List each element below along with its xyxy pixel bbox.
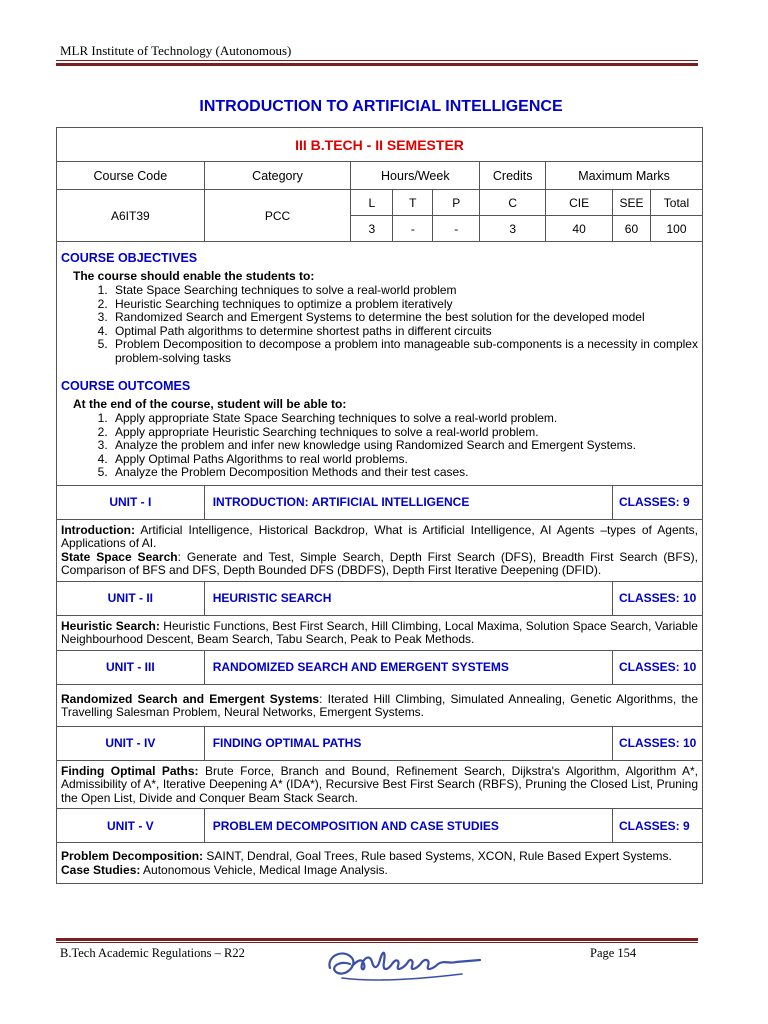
topic-text: : Generate and Test, Simple Search, Depth First Search (DFS), Breadth First Search (BFS), Comparison of BFS and DFS, Depth Bounded DFS (DBDFS), Depth First Iterative Deepening (DFID). <box>61 549 698 577</box>
unit-paragraph <box>61 765 698 806</box>
unit-number: UNIT - III <box>57 650 205 684</box>
unit-paragraph <box>61 693 698 720</box>
unit-paragraph <box>61 850 698 864</box>
unit-title: RANDOMIZED SEARCH AND EMERGENT SYSTEMS <box>204 650 612 684</box>
course-code-value: A6IT39 <box>57 190 205 242</box>
topic-text: Autonomous Vehicle, Medical Image Analysis. <box>140 862 388 877</box>
unit-classes: CLASSES: 9 <box>613 809 703 843</box>
topic-label: State Space Search <box>61 549 178 564</box>
unit-classes: CLASSES: 10 <box>613 650 703 684</box>
outcomes-list <box>111 412 698 480</box>
unit-row-5 <box>57 809 703 843</box>
subheader-cie: CIE <box>546 190 613 216</box>
unit-content-1 <box>57 519 703 581</box>
unit-content-5 <box>57 843 703 884</box>
unit-row-4 <box>57 726 703 760</box>
signature-icon <box>322 938 492 993</box>
topic-text: Heuristic Functions, Best First Search, Hill Climbing, Local Maxima, Solution Space Search, Variable Neighbourhood Descent, Beam Search, Tabu Search, Peak to Peak Methods. <box>61 618 698 646</box>
unit-paragraph <box>61 620 698 647</box>
topic-label: Problem Decomposition: <box>61 849 204 863</box>
subheader-see: SEE <box>613 190 651 216</box>
outcome-item: 3. Analyze the problem and infer new knowledge using Randomized Search and Emergent Systems. <box>111 439 698 453</box>
footer-regulations: B.Tech Academic Regulations – R22 <box>60 946 245 960</box>
header-course-code: Course Code <box>57 162 205 190</box>
outcome-item: 1. Apply appropriate State Space Searching techniques to solve a real-world problem. <box>111 412 698 426</box>
header-credits: Credits <box>480 162 546 190</box>
unit-classes: CLASSES: 10 <box>613 581 703 615</box>
topic-label: Case Studies: <box>61 862 141 877</box>
outcome-item: 5. Analyze the Problem Decomposition Methods and their test cases. <box>111 466 698 480</box>
unit-row-1 <box>57 485 703 519</box>
unit-number: UNIT - V <box>57 809 205 843</box>
unit-title: INTRODUCTION: ARTIFICIAL INTELLIGENCE <box>204 485 612 519</box>
unit-title: PROBLEM DECOMPOSITION AND CASE STUDIES <box>204 809 612 843</box>
header-rule-thin <box>56 60 698 61</box>
syllabus-table <box>56 127 703 884</box>
subheader-l: L <box>351 190 393 216</box>
unit-paragraph <box>61 524 698 551</box>
unit-title: FINDING OPTIMAL PATHS <box>204 726 612 760</box>
value-see: 60 <box>613 216 651 242</box>
header-rule-thick <box>56 63 698 66</box>
value-l: 3 <box>351 216 393 242</box>
unit-title: HEURISTIC SEARCH <box>204 581 612 615</box>
unit-paragraph <box>61 864 698 878</box>
value-total: 100 <box>650 216 702 242</box>
header-hours-week: Hours/Week <box>351 162 480 190</box>
category-value: PCC <box>204 190 351 242</box>
value-p: - <box>433 216 480 242</box>
unit-classes: CLASSES: 10 <box>613 726 703 760</box>
topic-label: Finding Optimal Paths: <box>61 763 199 778</box>
unit-row-3 <box>57 650 703 684</box>
objective-item: 2. Heuristic Searching techniques to optimize a problem iteratively <box>111 298 698 312</box>
unit-number: UNIT - I <box>57 485 205 519</box>
objectives-heading: COURSE OBJECTIVES <box>61 251 198 265</box>
unit-content-2 <box>57 615 703 650</box>
outcomes-heading: COURSE OUTCOMES <box>61 379 191 393</box>
subheader-c: C <box>480 190 546 216</box>
objective-item: 3. Randomized Search and Emergent Systems to determine the best solution for the developed model <box>111 311 698 325</box>
topic-text: Brute Force, Branch and Bound, Refinement Search, Dijkstra's Algorithm, Algorithm A*, Admissibility of A*, Iterative Deepening A* (IDA*), Recursive Best First Search (RBFS), Pruning the Closed List, Pruning the Open List, Divide and Conquer Beam Stack Search. <box>61 763 698 805</box>
unit-number: UNIT - II <box>57 581 205 615</box>
unit-paragraph <box>61 551 698 578</box>
objectives-list <box>111 284 698 365</box>
objective-item: 1. State Space Searching techniques to solve a real-world problem <box>111 284 698 298</box>
unit-content-3 <box>57 684 703 726</box>
topic-text: : Iterated Hill Climbing, Simulated Annealing, Genetic Algorithms, the Travelling Salesman Problem, Neural Networks, Emergent Systems. <box>61 691 699 719</box>
topic-label: Heuristic Search: <box>61 618 160 633</box>
unit-row-2 <box>57 581 703 615</box>
subheader-t: T <box>393 190 433 216</box>
objective-item: 5. Problem Decomposition to decompose a problem into manageable sub-components is a necessity in complex problem-solving tasks <box>111 338 698 365</box>
topic-text: SAINT, Dendral, Goal Trees, Rule based Systems, XCON, Rule Based Expert Systems. <box>203 849 672 863</box>
topic-label: Randomized Search and Emergent Systems <box>61 691 320 706</box>
institute-header: MLR Institute of Technology (Autonomous) <box>60 43 292 58</box>
objective-item: 4. Optimal Path algorithms to determine shortest paths in different circuits <box>111 325 698 339</box>
objectives-intro: The course should enable the students to: <box>73 269 315 283</box>
value-t: - <box>393 216 433 242</box>
objectives-outcomes-block <box>57 242 703 486</box>
value-cie: 40 <box>546 216 613 242</box>
unit-number: UNIT - IV <box>57 726 205 760</box>
header-category: Category <box>204 162 351 190</box>
subheader-p: P <box>433 190 480 216</box>
course-title: INTRODUCTION TO ARTIFICIAL INTELLIGENCE <box>199 98 563 115</box>
unit-content-4 <box>57 760 703 809</box>
topic-label: Introduction: <box>61 522 135 537</box>
footer-page-number: Page 154 <box>590 946 637 960</box>
semester-label: III B.TECH - II SEMESTER <box>57 128 703 162</box>
value-c: 3 <box>480 216 546 242</box>
subheader-total: Total <box>650 190 702 216</box>
topic-text: Artificial Intelligence, Historical Backdrop, What is Artificial Intelligence, AI Agents –types of Agents, Applications of AI. <box>61 522 698 550</box>
outcome-item: 2. Apply appropriate Heuristic Searching techniques to solve a real-world problem. <box>111 426 698 440</box>
header-max-marks: Maximum Marks <box>546 162 703 190</box>
outcome-item: 4. Apply Optimal Paths Algorithms to real world problems. <box>111 453 698 467</box>
outcomes-intro: At the end of the course, student will be able to: <box>73 397 347 411</box>
unit-classes: CLASSES: 9 <box>613 485 703 519</box>
